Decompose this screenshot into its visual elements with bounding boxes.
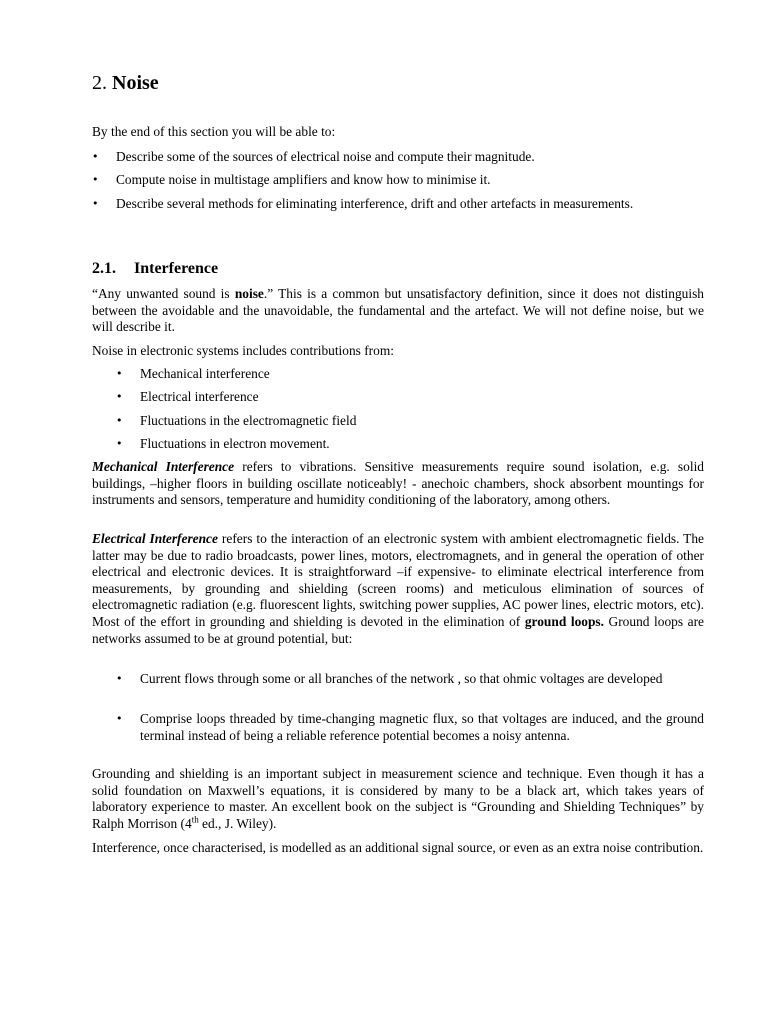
bullet-icon: • — [92, 150, 99, 163]
electrical-interference-text: refers to the interaction of an electronic system with ambient electromagnetic fields. The latter may be due to radio broadcasts, power lines, motors, electromagnets, and in general the operation of other electrical and electronic devices. It is straightforward –if expensive- to eliminate electrical interference from measurements, by grounding and shielding (screen rooms) and meticulous elimination of sources of electromagnetic radiation (e.g. fluorescent lights, switching power supplies, AC power lines, electric motors, etc). Most of the effort in grounding and shielding is devoted in the elimination of — [92, 531, 704, 629]
intro-lead: By the end of this section you will be able to: — [92, 124, 336, 139]
subsection-heading — [92, 259, 218, 279]
mechanical-interference-text: refers to vibrations. Sensitive measurements require sound isolation, e.g. solid buildings, –higher floors in building oscillate noticeably! - anechoic chambers, shock absorbent mountings for instruments and sensors, temperature and humidity conditioning of the laboratory, among others. — [92, 459, 704, 508]
subsection-title: Interference — [134, 260, 219, 277]
contribution-text: Electrical interference — [140, 389, 259, 404]
objective-text: Describe several methods for eliminating interference, drift and other artefacts in measurements. — [116, 196, 634, 211]
objective-text: Describe some of the sources of electrical noise and compute their magnitude. — [116, 149, 535, 164]
contribution-text: Mechanical interference — [140, 366, 270, 381]
ground-loops-term: ground loops. — [524, 613, 604, 629]
definition-paragraph — [92, 286, 704, 336]
bullet-icon: • — [116, 367, 123, 380]
bullet-icon: • — [92, 197, 99, 210]
grounding-text: Grounding and shielding is an important subject in measurement science and technique. Even though it has a solid foundation on Maxwell’s equations, it is considered by many to be a black art, which takes years of laboratory experience to master. An excellent book on the subject is “Grounding and Shielding Techniques” by Ralph Morrison (4 — [92, 766, 704, 831]
edition-superscript: th — [191, 814, 199, 825]
bullet-icon: • — [116, 437, 123, 450]
definition-term: noise — [234, 286, 264, 301]
bullet-icon: • — [92, 173, 99, 186]
interference-model-paragraph: Interference, once characterised, is modelled as an additional signal source, or even as an extra noise contribution. — [92, 840, 704, 855]
bullet-icon: • — [116, 390, 123, 403]
ground-loop-text: Current flows through some or all branches of the network , so that ohmic voltages are developed — [140, 671, 663, 686]
ground-loop-text: Comprise loops threaded by time-changing magnetic flux, so that voltages are induced, and the ground terminal instead of being a reliable reference potential becomes a noisy antenna. — [140, 711, 704, 743]
subsection-number: 2.1. — [92, 260, 116, 277]
definition-text-start: “Any unwanted sound is — [92, 286, 235, 301]
contribution-text: Fluctuations in the electromagnetic field — [140, 413, 357, 428]
mechanical-interference-term: Mechanical Interference — [92, 459, 235, 474]
bullet-icon: • — [116, 712, 123, 725]
objective-text: Compute noise in multistage amplifiers and know how to minimise it. — [116, 172, 491, 187]
ground-loops-text: Ground loops are networks assumed to be at ground potential, but: — [92, 613, 704, 646]
mechanical-interference-paragraph — [92, 459, 704, 509]
electrical-interference-term: Electrical Interference — [92, 531, 218, 546]
bullet-icon: • — [116, 414, 123, 427]
definition-text-end: .” This is a common but unsatisfactory definition, since it does not distinguish between the avoidable and the unavoidable, the fundamental and the artefact. We will not define noise, but we will describe it. — [92, 286, 704, 335]
section-title: Noise — [112, 72, 159, 94]
contributions-lead: Noise in electronic systems includes contributions from: — [92, 343, 394, 358]
section-heading — [92, 70, 159, 96]
bullet-icon: • — [116, 672, 123, 685]
contribution-text: Fluctuations in electron movement. — [140, 436, 330, 451]
section-number: 2. — [92, 72, 107, 94]
electrical-interference-paragraph — [92, 531, 704, 647]
grounding-paragraph — [92, 766, 704, 832]
grounding-text-end: ed., J. Wiley). — [198, 815, 277, 831]
